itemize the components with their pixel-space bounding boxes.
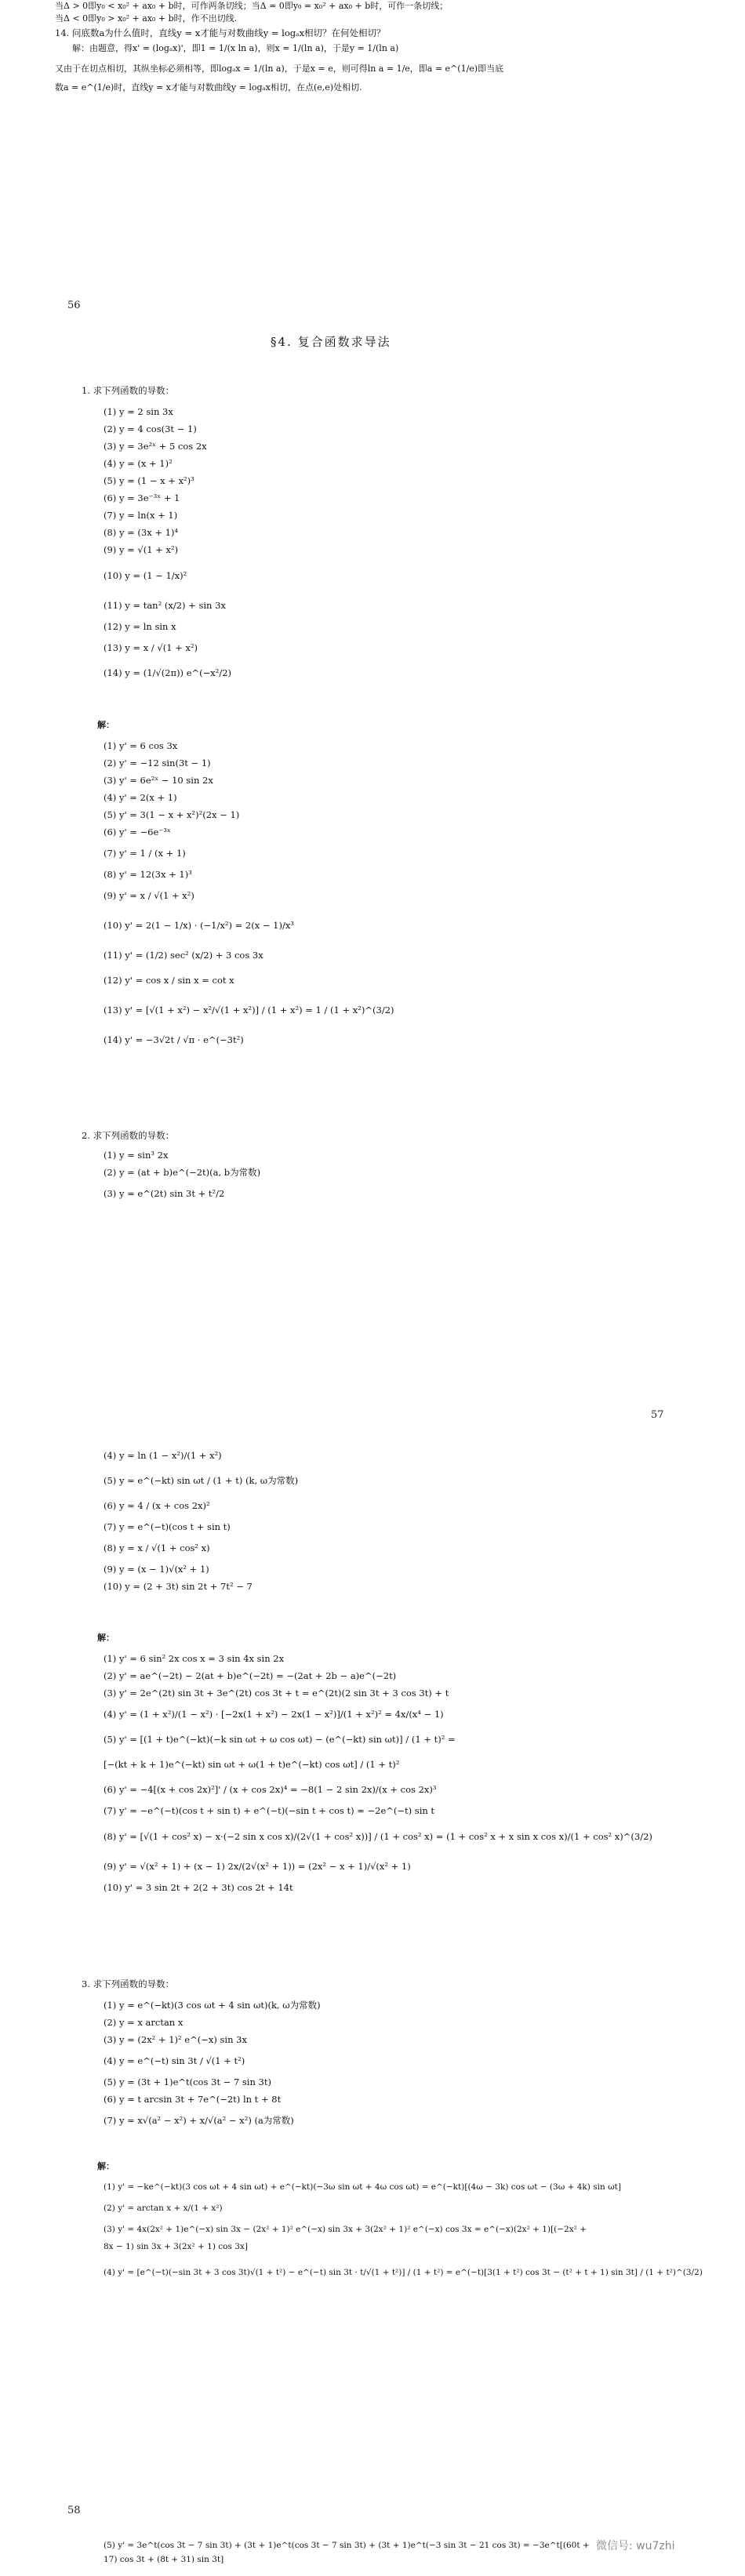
q3-item: (6) y = t arcsin 3t + 7e^(−2t) ln t + 8t <box>104 2094 282 2105</box>
q1-item: (6) y = 3e⁻³ˣ + 1 <box>104 492 180 503</box>
q2-item: (4) y = ln (1 − x²)/(1 + x²) <box>104 1450 222 1461</box>
q1-answer: (7) y' = 1 / (x + 1) <box>104 848 186 859</box>
q1-item: (9) y = √(1 + x²) <box>104 544 179 555</box>
q3-answer: (2) y' = arctan x + x/(1 + x²) <box>104 2204 223 2213</box>
q1-item: (3) y = 3e²ˣ + 5 cos 2x <box>104 441 207 452</box>
q1-item: (13) y = x / √(1 + x²) <box>104 642 198 653</box>
q2-item: (8) y = x / √(1 + cos² x) <box>104 1542 210 1553</box>
question-1-title: 1. 求下列函数的导数： <box>82 385 175 396</box>
q1-answer: (1) y' = 6 cos 3x <box>104 740 178 751</box>
q2-answer: (9) y' = √(x² + 1) + (x − 1) 2x/(2√(x² + 1)) = (2x² − x + 1)/√(x² + 1) <box>104 1861 411 1872</box>
problem-14-solution-1: 解：由题意，得x' = (logₐx)'，即1 = 1/(x ln a)，则x = 1/(ln a)，于是y = 1/(ln a) <box>72 43 399 53</box>
page-number: 57 <box>651 1409 664 1421</box>
q2-item: (2) y = (at + b)e^(−2t)(a, b为常数) <box>104 1167 261 1178</box>
q2-answer: (5) y' = [(1 + t)e^(−kt)(−k sin ωt + ω cos ωt) − (e^(−kt) sin ωt)] / (1 + t)² = <box>104 1734 456 1745</box>
q3-item: (1) y = e^(−kt)(3 cos ωt + 4 sin ωt)(k, ω为常数) <box>104 2000 321 2011</box>
page-number: 56 <box>67 300 81 311</box>
q1-item: (12) y = ln sin x <box>104 621 176 632</box>
q2-item: (7) y = e^(−t)(cos t + sin t) <box>104 1521 231 1532</box>
q1-item: (10) y = (1 − 1/x)² <box>104 570 187 581</box>
q3-answer-5-line-2: 17) cos 3t + (8t + 31) sin 3t] <box>104 2555 224 2564</box>
problem-14-solution-2: 又由于在切点相切，其纵坐标必须相等，即logₐx = 1/(ln a)，于是x = e，则可得ln a = 1/e，即a = e^(1/e)即当底 <box>55 64 504 74</box>
q1-answer: (14) y' = −3√2t / √π · e^(−3t²) <box>104 1034 244 1045</box>
q2-answer: (2) y' = ae^(−2t) − 2(at + b)e^(−2t) = −(2at + 2b − a)e^(−2t) <box>104 1670 397 1681</box>
q1-item: (1) y = 2 sin 3x <box>104 406 173 417</box>
q2-item: (1) y = sin³ 2x <box>104 1150 169 1161</box>
question-3-items <box>104 1996 321 2133</box>
q1-answer: (11) y' = (1/2) sec² (x/2) + 3 cos 3x <box>104 950 263 961</box>
q2-answer: [−(kt + k + 1)e^(−kt) sin ωt + ω(1 + t)e^(−kt) cos ωt] / (1 + t)² <box>104 1759 400 1770</box>
q1-answer: (9) y' = x / √(1 + x²) <box>104 890 194 901</box>
q2-item: (9) y = (x − 1)√(x² + 1) <box>104 1564 209 1575</box>
q1-item: (11) y = tan² (x/2) + sin 3x <box>104 600 226 611</box>
q1-answer: (3) y' = 6e²ˣ − 10 sin 2x <box>104 775 213 786</box>
q1-answer: (6) y' = −6e⁻³ˣ <box>104 827 171 837</box>
q1-answer: (2) y' = −12 sin(3t − 1) <box>104 758 211 768</box>
q1-item: (8) y = (3x + 1)⁴ <box>104 527 179 538</box>
q3-answer: (4) y' = [e^(−t)(−sin 3t + 3 cos 3t)√(1 + t²) − e^(−t) sin 3t · t/√(1 + t²)] / (1 + t²) = e^(−t)[3(1 + t²) cos 3t − (t² + t + 1) sin 3t] / (1 + t²)^(3/2) <box>104 2268 703 2277</box>
q3-item: (2) y = x arctan x <box>104 2017 184 2028</box>
q1-answer: (10) y' = 2(1 − 1/x) · (−1/x²) = 2(x − 1)/x³ <box>104 920 294 931</box>
q1-answer: (5) y' = 3(1 − x + x²)²(2x − 1) <box>104 809 240 820</box>
q2-item: (10) y = (2 + 3t) sin 2t + 7t² − 7 <box>104 1581 253 1592</box>
problem-14-solution-3: 数a = e^(1/e)时，直线y = x才能与对数曲线y = logₐx相切，在点(e,e)处相切. <box>55 82 362 93</box>
q1-item: (4) y = (x + 1)² <box>104 458 173 469</box>
q1-item: (14) y = (1/√(2π)) e^(−x²/2) <box>104 667 232 678</box>
q2-answer: (1) y' = 6 sin² 2x cos x = 3 sin 4x sin 2x <box>104 1653 285 1664</box>
intro-line-1: 当Δ > 0即y₀ < x₀² + ax₀ + b时，可作两条切线；当Δ = 0即y₀ = x₀² + ax₀ + b时，可作一条切线； <box>55 1 449 11</box>
question-2-answers <box>104 1650 652 1896</box>
q2-answer: (7) y' = −e^(−t)(cos t + sin t) + e^(−t)(−sin t + cos t) = −2e^(−t) sin t <box>104 1805 435 1816</box>
q3-answer: (3) y' = 4x(2x² + 1)e^(−x) sin 3x − (2x² + 1)² e^(−x) sin 3x + 3(2x² + 1)² e^(−x) cos 3x = e^(−x)(2x² + 1)[(−2x² + <box>104 2225 587 2234</box>
question-1-answers <box>104 737 394 1052</box>
q2-answer: (4) y' = (1 + x²)/(1 − x²) · [−2x(1 + x²) − 2x(1 − x²)]/(1 + x²)² = 4x/(x⁴ − 1) <box>104 1709 444 1720</box>
q2-item: (6) y = 4 / (x + cos 2x)² <box>104 1500 210 1511</box>
q3-answer-5-line-1: (5) y' = 3e^t(cos 3t − 7 sin 3t) + (3t + 1)e^t(cos 3t − 7 sin 3t) + (3t + 1)e^t(−3 sin 3t − 21 cos 3t) = −3e^t[(60t + <box>104 2541 590 2550</box>
problem-14-statement: 14. 问底数a为什么值时，直线y = x才能与对数曲线y = logₐx相切？在何处相切？ <box>55 27 386 38</box>
q1-item: (2) y = 4 cos(3t − 1) <box>104 423 197 434</box>
q3-answer: (1) y' = −ke^(−kt)(3 cos ωt + 4 sin ωt) + e^(−kt)(−3ω sin ωt + 4ω cos ωt) = e^(−kt)[(4ω − 3k) cos ωt − (3ω + 4k) sin ωt] <box>104 2182 621 2192</box>
q1-item: (7) y = ln(x + 1) <box>104 510 178 521</box>
q2-item: (5) y = e^(−kt) sin ωt / (1 + t) (k, ω为常数) <box>104 1475 299 1486</box>
q3-item: (7) y = x√(a² − x²) + x/√(a² − x²) (a为常数) <box>104 2115 294 2126</box>
question-2-items-b <box>104 1443 298 1595</box>
q3-answer: 8x − 1) sin 3x + 3(2x² + 1) cos 3x] <box>104 2242 248 2251</box>
q1-answer: (13) y' = [√(1 + x²) − x²/√(1 + x²)] / (1 + x²) = 1 / (1 + x²)^(3/2) <box>104 1005 394 1016</box>
intro-line-2: 当Δ < 0即y₀ > x₀² + ax₀ + b时，作不出切线. <box>55 13 238 24</box>
page-number: 58 <box>67 2505 81 2516</box>
watermark: 微信号: wu7zhi <box>596 2540 675 2552</box>
q1-answer: (4) y' = 2(x + 1) <box>104 792 177 803</box>
q2-answer: (3) y' = 2e^(2t) sin 3t + 3e^(2t) cos 3t + t = e^(2t)(2 sin 3t + 3 cos 3t) + t <box>104 1688 449 1699</box>
q1-item: (5) y = (1 − x + x²)³ <box>104 475 194 486</box>
q2-answer: (8) y' = [√(1 + cos² x) − x·(−2 sin x cos x)/(2√(1 + cos² x))] / (1 + cos² x) = (1 + cos² x + x sin x cos x)/(1 + cos² x)^(3/2) <box>104 1831 652 1842</box>
answer-label: 解： <box>97 1633 114 1643</box>
q2-answer: (10) y' = 3 sin 2t + 2(2 + 3t) cos 2t + 14t <box>104 1882 293 1893</box>
question-2-title: 2. 求下列函数的导数： <box>82 1130 175 1141</box>
question-3-answers <box>104 2178 703 2290</box>
question-1-items <box>104 403 231 685</box>
answer-label: 解： <box>97 2161 114 2171</box>
question-3-title: 3. 求下列函数的导数： <box>82 1978 175 1989</box>
q3-item: (3) y = (2x² + 1)² e^(−x) sin 3x <box>104 2034 247 2045</box>
question-2-items-a <box>104 1146 260 1206</box>
q3-item: (5) y = (3t + 1)e^t(cos 3t − 7 sin 3t) <box>104 2076 271 2087</box>
q2-answer: (6) y' = −4[(x + cos 2x)²]' / (x + cos 2x)⁴ = −8(1 − 2 sin 2x)/(x + cos 2x)³ <box>104 1784 437 1795</box>
q2-item: (3) y = e^(2t) sin 3t + t²/2 <box>104 1188 225 1199</box>
q1-answer: (8) y' = 12(3x + 1)³ <box>104 869 192 880</box>
answer-label: 解： <box>97 720 114 730</box>
q1-answer: (12) y' = cos x / sin x = cot x <box>104 975 234 986</box>
section-title: §4. 复合函数求导法 <box>271 335 391 349</box>
q3-item: (4) y = e^(−t) sin 3t / √(1 + t²) <box>104 2055 245 2066</box>
